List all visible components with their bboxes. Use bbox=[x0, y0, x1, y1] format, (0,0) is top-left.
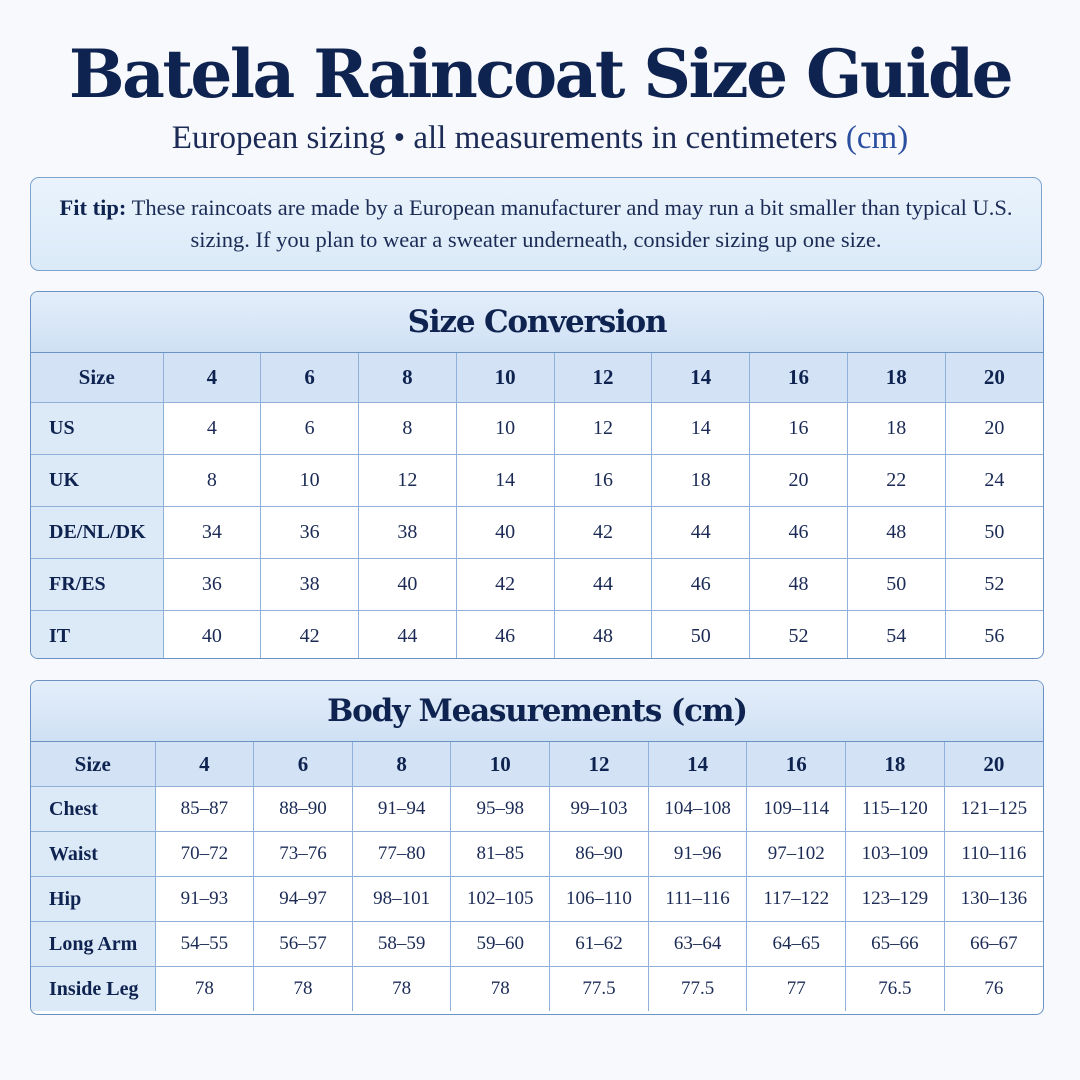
table-row bbox=[31, 559, 1043, 611]
table-cell: 50 bbox=[652, 611, 750, 660]
fit-tip-label: Fit tip: bbox=[59, 195, 127, 220]
size-column-header: Size bbox=[31, 742, 155, 787]
table-cell: 86–90 bbox=[550, 832, 649, 877]
size-column-header-6: 6 bbox=[254, 742, 353, 787]
table-cell: 52 bbox=[945, 559, 1043, 611]
size-column-header-14: 14 bbox=[648, 742, 747, 787]
table-cell: 109–114 bbox=[747, 787, 846, 832]
table-cell: 91–96 bbox=[648, 832, 747, 877]
size-column-header-10: 10 bbox=[456, 353, 554, 403]
table-cell: 10 bbox=[456, 403, 554, 455]
table-cell: 78 bbox=[254, 967, 353, 1012]
table-cell: 38 bbox=[261, 559, 359, 611]
table-cell: 48 bbox=[554, 611, 652, 660]
table-cell: 36 bbox=[163, 559, 261, 611]
row-label: Hip bbox=[31, 877, 155, 922]
table-cell: 52 bbox=[750, 611, 848, 660]
size-column-header-6: 6 bbox=[261, 353, 359, 403]
table-cell: 54 bbox=[847, 611, 945, 660]
table-row bbox=[31, 403, 1043, 455]
table-cell: 42 bbox=[456, 559, 554, 611]
table-cell: 50 bbox=[847, 559, 945, 611]
table-cell: 111–116 bbox=[648, 877, 747, 922]
table-cell: 88–90 bbox=[254, 787, 353, 832]
table-row bbox=[31, 922, 1043, 967]
table-cell: 77 bbox=[747, 967, 846, 1012]
row-label: Inside Leg bbox=[31, 967, 155, 1012]
size-column-header-4: 4 bbox=[155, 742, 254, 787]
table-cell: 115–120 bbox=[846, 787, 945, 832]
table-cell: 63–64 bbox=[648, 922, 747, 967]
row-label: IT bbox=[31, 611, 163, 660]
size-conversion-table bbox=[31, 353, 1043, 659]
table-cell: 85–87 bbox=[155, 787, 254, 832]
table-cell: 73–76 bbox=[254, 832, 353, 877]
table-cell: 4 bbox=[163, 403, 261, 455]
table-cell: 40 bbox=[456, 507, 554, 559]
table-cell: 99–103 bbox=[550, 787, 649, 832]
table-cell: 8 bbox=[163, 455, 261, 507]
table-cell: 16 bbox=[750, 403, 848, 455]
row-label: UK bbox=[31, 455, 163, 507]
size-column-header-12: 12 bbox=[554, 353, 652, 403]
size-column-header-8: 8 bbox=[359, 353, 457, 403]
table-cell: 77–80 bbox=[352, 832, 451, 877]
table-cell: 36 bbox=[261, 507, 359, 559]
table-cell: 91–94 bbox=[352, 787, 451, 832]
table-cell: 77.5 bbox=[550, 967, 649, 1012]
table-cell: 64–65 bbox=[747, 922, 846, 967]
table-cell: 24 bbox=[945, 455, 1043, 507]
table-cell: 40 bbox=[359, 559, 457, 611]
table-cell: 78 bbox=[352, 967, 451, 1012]
table-cell: 59–60 bbox=[451, 922, 550, 967]
table-cell: 44 bbox=[554, 559, 652, 611]
table-cell: 78 bbox=[451, 967, 550, 1012]
table-cell: 95–98 bbox=[451, 787, 550, 832]
table-cell: 81–85 bbox=[451, 832, 550, 877]
table-cell: 77.5 bbox=[648, 967, 747, 1012]
size-column-header-20: 20 bbox=[944, 742, 1043, 787]
table-cell: 56 bbox=[945, 611, 1043, 660]
size-column-header-16: 16 bbox=[747, 742, 846, 787]
row-label: US bbox=[31, 403, 163, 455]
table-cell: 12 bbox=[554, 403, 652, 455]
table-cell: 66–67 bbox=[944, 922, 1043, 967]
table-cell: 40 bbox=[163, 611, 261, 660]
table-cell: 130–136 bbox=[944, 877, 1043, 922]
table-cell: 46 bbox=[652, 559, 750, 611]
table-cell: 18 bbox=[847, 403, 945, 455]
table-cell: 97–102 bbox=[747, 832, 846, 877]
row-label: DE/NL/DK bbox=[31, 507, 163, 559]
table-cell: 8 bbox=[359, 403, 457, 455]
body-measurements-panel bbox=[30, 680, 1044, 1015]
table-cell: 70–72 bbox=[155, 832, 254, 877]
table-cell: 76 bbox=[944, 967, 1043, 1012]
table-cell: 42 bbox=[554, 507, 652, 559]
table-cell: 44 bbox=[652, 507, 750, 559]
page-subtitle bbox=[0, 116, 1080, 160]
table-cell: 48 bbox=[750, 559, 848, 611]
table-cell: 14 bbox=[652, 403, 750, 455]
size-column-header-4: 4 bbox=[163, 353, 261, 403]
table-row bbox=[31, 507, 1043, 559]
body-measurements-title: Body Measurements (cm) bbox=[31, 681, 1043, 742]
fit-tip-box bbox=[30, 177, 1042, 271]
table-cell: 98–101 bbox=[352, 877, 451, 922]
size-column-header-14: 14 bbox=[652, 353, 750, 403]
table-row bbox=[31, 787, 1043, 832]
size-conversion-panel bbox=[30, 291, 1044, 659]
table-cell: 56–57 bbox=[254, 922, 353, 967]
table-cell: 103–109 bbox=[846, 832, 945, 877]
table-cell: 42 bbox=[261, 611, 359, 660]
table-cell: 54–55 bbox=[155, 922, 254, 967]
table-cell: 14 bbox=[456, 455, 554, 507]
table-cell: 50 bbox=[945, 507, 1043, 559]
table-header-row bbox=[31, 353, 1043, 403]
size-column-header-16: 16 bbox=[750, 353, 848, 403]
size-column-header-20: 20 bbox=[945, 353, 1043, 403]
table-cell: 22 bbox=[847, 455, 945, 507]
table-cell: 20 bbox=[945, 403, 1043, 455]
table-row bbox=[31, 967, 1043, 1012]
table-cell: 123–129 bbox=[846, 877, 945, 922]
table-cell: 10 bbox=[261, 455, 359, 507]
table-cell: 104–108 bbox=[648, 787, 747, 832]
table-cell: 117–122 bbox=[747, 877, 846, 922]
table-cell: 48 bbox=[847, 507, 945, 559]
table-cell: 46 bbox=[456, 611, 554, 660]
table-cell: 38 bbox=[359, 507, 457, 559]
row-label: Waist bbox=[31, 832, 155, 877]
size-column-header-10: 10 bbox=[451, 742, 550, 787]
table-cell: 102–105 bbox=[451, 877, 550, 922]
size-column-header-8: 8 bbox=[352, 742, 451, 787]
table-cell: 121–125 bbox=[944, 787, 1043, 832]
size-column-header: Size bbox=[31, 353, 163, 403]
table-cell: 12 bbox=[359, 455, 457, 507]
table-row bbox=[31, 877, 1043, 922]
table-cell: 20 bbox=[750, 455, 848, 507]
table-cell: 16 bbox=[554, 455, 652, 507]
row-label: Chest bbox=[31, 787, 155, 832]
table-cell: 76.5 bbox=[846, 967, 945, 1012]
table-cell: 18 bbox=[652, 455, 750, 507]
table-cell: 46 bbox=[750, 507, 848, 559]
table-cell: 61–62 bbox=[550, 922, 649, 967]
fit-tip-text: These raincoats are made by a European manufacturer and may run a bit smaller than typical U.S. sizing. If you plan to wear a sweater underneath, consider sizing up one size. bbox=[126, 195, 1013, 252]
table-cell: 91–93 bbox=[155, 877, 254, 922]
table-cell: 78 bbox=[155, 967, 254, 1012]
table-cell: 58–59 bbox=[352, 922, 451, 967]
table-cell: 110–116 bbox=[944, 832, 1043, 877]
table-cell: 65–66 bbox=[846, 922, 945, 967]
table-row bbox=[31, 455, 1043, 507]
row-label: Long Arm bbox=[31, 922, 155, 967]
table-cell: 44 bbox=[359, 611, 457, 660]
table-cell: 6 bbox=[261, 403, 359, 455]
table-row bbox=[31, 611, 1043, 660]
table-row bbox=[31, 832, 1043, 877]
subtitle-text: European sizing • all measurements in centimeters bbox=[171, 120, 846, 156]
subtitle-unit: (cm) bbox=[845, 120, 909, 156]
table-header-row bbox=[31, 742, 1043, 787]
row-label: FR/ES bbox=[31, 559, 163, 611]
size-conversion-title: Size Conversion bbox=[31, 292, 1043, 353]
table-cell: 106–110 bbox=[550, 877, 649, 922]
page-title: Batela Raincoat Size Guide bbox=[68, 35, 1012, 113]
size-column-header-18: 18 bbox=[846, 742, 945, 787]
size-column-header-12: 12 bbox=[550, 742, 649, 787]
table-cell: 34 bbox=[163, 507, 261, 559]
table-cell: 94–97 bbox=[254, 877, 353, 922]
size-column-header-18: 18 bbox=[847, 353, 945, 403]
body-measurements-table bbox=[31, 742, 1043, 1011]
